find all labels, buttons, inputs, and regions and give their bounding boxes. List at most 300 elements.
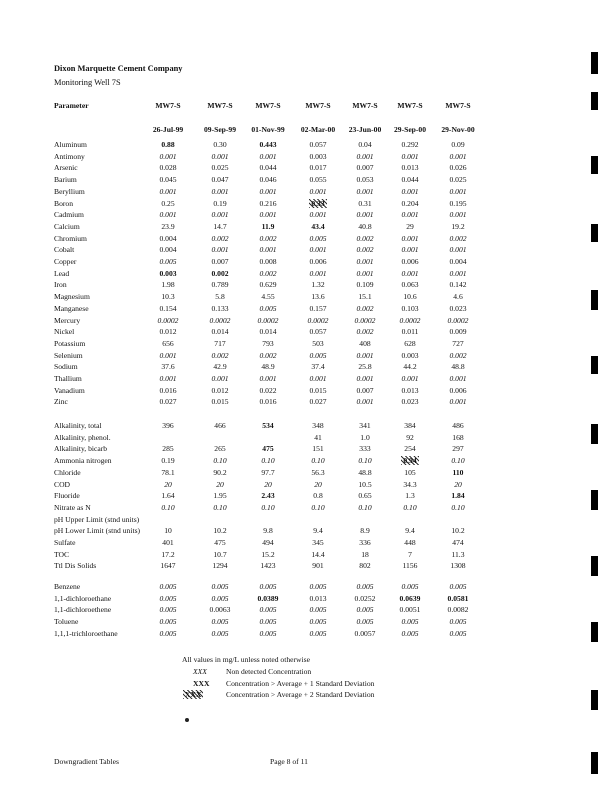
- table-cell: 0.002: [259, 268, 277, 278]
- table-cell: 0.0389: [257, 593, 279, 603]
- table-cell: 0.012: [211, 385, 229, 395]
- table-cell: 8.9: [360, 526, 370, 536]
- table-cell: 0.005: [401, 582, 419, 591]
- table-cell: 0.157: [309, 303, 327, 313]
- legend-note: All values in mg/L unless noted otherwise: [182, 655, 310, 664]
- table-cell: 265: [214, 444, 226, 454]
- table-cell: 5.8: [215, 292, 225, 302]
- table-cell: 1308: [450, 561, 466, 571]
- table-cell: 34.3: [403, 479, 417, 489]
- table-cell: 0.005: [356, 617, 374, 627]
- column-header-parameter: Parameter: [54, 101, 89, 110]
- table-cell: 0.001: [401, 151, 419, 161]
- table-cell: 20: [314, 479, 322, 489]
- table-cell: 11.9: [261, 221, 275, 231]
- parameter-name: Lead: [54, 268, 70, 278]
- table-cell: 0.001: [356, 186, 374, 196]
- table-cell: 43.4: [311, 221, 325, 231]
- legend-code-nondetect: XXX: [193, 667, 207, 676]
- table-cell: 0.005: [356, 605, 374, 615]
- table-cell: 0.195: [449, 198, 467, 208]
- table-cell: 0.047: [211, 175, 229, 185]
- scan-mark: [591, 224, 598, 242]
- table-cell: 0.005: [401, 628, 419, 638]
- parameter-name: Alkalinity, bicarb: [54, 444, 108, 454]
- table-cell: 0.10: [213, 502, 227, 512]
- table-cell: 0.002: [356, 245, 374, 255]
- table-cell: 0.001: [449, 268, 467, 278]
- table-cell: 20: [216, 479, 224, 489]
- legend-desc-2sd: Concentration > Average + 2 Standard Deviation: [226, 690, 375, 699]
- parameter-name: Cobalt: [54, 245, 75, 255]
- table-cell: 0.063: [401, 280, 419, 290]
- table-cell: 0.001: [259, 186, 277, 196]
- table-cell: 0.292: [401, 140, 419, 149]
- table-cell: 1.3: [405, 491, 415, 501]
- table-cell: 727: [452, 338, 464, 348]
- parameter-name: Nitrate as N: [54, 502, 91, 512]
- table-cell: 0.001: [356, 350, 374, 360]
- table-cell: 0.007: [356, 385, 374, 395]
- parameter-name: Benzene: [54, 582, 81, 591]
- table-cell: 41: [314, 432, 322, 442]
- table-cell: 48.8: [451, 362, 465, 372]
- table-cell: 13.6: [311, 292, 325, 302]
- parameter-name: Ammonia nitrogen: [54, 456, 112, 466]
- table-cell: 0.10: [161, 502, 175, 512]
- parameter-name: Iron: [54, 280, 67, 290]
- legend-desc-1sd: Concentration > Average + 1 Standard Deviation: [226, 679, 375, 688]
- parameter-name: pH Upper Limit (stnd units): [54, 514, 140, 524]
- table-cell: 0.001: [259, 374, 277, 383]
- table-cell: 151: [312, 444, 324, 454]
- table-cell: 0.001: [449, 374, 467, 383]
- table-cell: 656: [162, 338, 174, 348]
- parameter-name: Antimony: [54, 151, 85, 161]
- table-cell: 0.006: [449, 385, 467, 395]
- table-cell: 285: [162, 444, 174, 454]
- table-cell: 0.001: [211, 245, 229, 255]
- table-cell: 0.005: [309, 233, 327, 243]
- table-cell: 1.0: [360, 432, 370, 442]
- table-cell: 0.005: [159, 582, 177, 591]
- table-cell: 0.053: [356, 175, 374, 185]
- table-cell: 0.005: [159, 257, 177, 266]
- table-cell: 0.001: [211, 151, 229, 161]
- table-cell: 0.10: [451, 502, 465, 512]
- table-cell: 0.001: [259, 245, 277, 255]
- table-cell: 0.001: [449, 151, 467, 161]
- scan-mark: [591, 490, 598, 510]
- table-cell: 0.0082: [447, 605, 469, 615]
- table-cell: 0.006: [401, 257, 419, 266]
- parameter-name: Boron: [54, 198, 73, 208]
- table-cell: 0.001: [401, 245, 419, 255]
- table-cell: 254: [404, 444, 416, 454]
- table-cell: 333: [359, 444, 371, 454]
- table-cell: 20: [164, 479, 172, 489]
- table-cell: 0.0057: [354, 628, 376, 638]
- table-cell: 18: [361, 549, 369, 559]
- company-name: Dixon Marquette Cement Company: [54, 64, 183, 73]
- table-cell: 345: [312, 538, 324, 547]
- table-cell: 0.014: [259, 327, 277, 337]
- table-cell: [387, 456, 433, 465]
- table-cell: 534: [262, 421, 274, 430]
- table-cell: 0.003: [309, 151, 327, 161]
- parameter-name: TOC: [54, 549, 70, 559]
- parameter-name: Copper: [54, 257, 77, 266]
- table-cell: 0.016: [259, 397, 277, 407]
- parameter-name: 1,1-dichloroethene: [54, 605, 112, 615]
- table-cell: 0.002: [449, 233, 467, 243]
- table-cell: 0.005: [259, 303, 277, 313]
- stray-mark: [185, 718, 189, 722]
- parameter-name: Calcium: [54, 221, 80, 231]
- table-cell: 0.013: [401, 163, 419, 173]
- table-cell: 0.31: [358, 198, 372, 208]
- table-cell: 0.001: [309, 186, 327, 196]
- table-cell: 0.005: [449, 617, 467, 627]
- table-cell: 0.044: [259, 163, 277, 173]
- parameter-name: Sodium: [54, 362, 78, 372]
- table-cell: 0.045: [159, 175, 177, 185]
- table-cell: 0.005: [309, 617, 327, 627]
- table-cell: 0.005: [211, 628, 229, 638]
- table-cell: 0.009: [449, 327, 467, 337]
- table-cell: 17.2: [161, 549, 175, 559]
- table-cell: 474: [452, 538, 464, 547]
- table-cell: 0.013: [309, 593, 327, 603]
- table-cell: 15.2: [261, 549, 275, 559]
- table-cell: 0.005: [356, 582, 374, 591]
- parameter-name: Barium: [54, 175, 77, 185]
- table-cell: 90.2: [213, 467, 227, 477]
- parameter-name: Arsenic: [54, 163, 78, 173]
- parameter-name: Magnesium: [54, 292, 90, 302]
- scan-mark: [591, 556, 598, 576]
- table-cell: 466: [214, 421, 226, 430]
- table-cell: 0.109: [356, 280, 374, 290]
- table-cell: 0.001: [401, 186, 419, 196]
- table-cell: 475: [214, 538, 226, 547]
- table-cell: 0.001: [159, 350, 177, 360]
- table-cell: 0.25: [161, 198, 175, 208]
- table-cell: 10.3: [161, 292, 175, 302]
- table-cell: 0.154: [159, 303, 177, 313]
- table-cell: 0.002: [259, 350, 277, 360]
- table-cell: 0.001: [211, 374, 229, 383]
- column-header-well: MW7-S: [255, 101, 281, 110]
- table-cell: 0.004: [159, 245, 177, 255]
- column-header-date: 01-Nov-99: [251, 125, 285, 134]
- table-cell: 0.0581: [447, 593, 469, 603]
- table-cell: 0.443: [259, 140, 277, 149]
- table-cell: 0.0002: [399, 315, 421, 325]
- parameter-name: Manganese: [54, 303, 89, 313]
- table-cell: 0.001: [259, 151, 277, 161]
- table-cell: 0.10: [311, 456, 325, 466]
- table-cell: 401: [162, 538, 174, 547]
- parameter-name: Cadmium: [54, 210, 84, 220]
- parameter-name: Fluoride: [54, 491, 80, 501]
- table-cell: 40.8: [358, 221, 372, 231]
- table-cell: 4.6: [453, 292, 463, 302]
- scan-mark: [591, 356, 598, 374]
- table-cell: 494: [262, 538, 274, 547]
- column-header-well: MW7-S: [352, 101, 378, 110]
- parameter-name: Chloride: [54, 467, 81, 477]
- parameter-name: Selenium: [54, 350, 83, 360]
- table-cell: 0.10: [358, 502, 372, 512]
- table-cell: 1156: [402, 561, 418, 571]
- table-cell: 0.027: [159, 397, 177, 407]
- table-cell: 0.204: [401, 198, 419, 208]
- table-cell: 42.9: [213, 362, 227, 372]
- table-cell: 1294: [212, 561, 228, 571]
- table-cell: 0.001: [159, 186, 177, 196]
- table-cell: 0.10: [451, 456, 465, 466]
- table-cell: 10.7: [213, 549, 227, 559]
- column-header-date: 29-Nov-00: [441, 125, 475, 134]
- table-cell: 10.6: [403, 292, 417, 302]
- scan-mark: [591, 290, 598, 310]
- table-cell: 97.7: [261, 467, 275, 477]
- table-cell: 0.057: [309, 327, 327, 337]
- table-cell: 0.001: [449, 397, 467, 407]
- table-cell: 0.055: [309, 175, 327, 185]
- column-header-date: 02-Mar-00: [300, 125, 336, 134]
- table-cell: 0.04: [358, 140, 372, 149]
- table-cell: 0.025: [211, 163, 229, 173]
- parameter-name: 1,1,1-trichloroethane: [54, 628, 118, 638]
- table-cell: 0.001: [259, 210, 277, 220]
- table-cell: 0.013: [401, 385, 419, 395]
- parameter-name: Ttl Dis Solids: [54, 561, 97, 571]
- table-cell: 0.005: [259, 628, 277, 638]
- table-cell: 0.025: [449, 175, 467, 185]
- table-cell: 7: [408, 549, 412, 559]
- table-cell: 19.2: [451, 221, 465, 231]
- table-cell: 0.011: [401, 327, 419, 337]
- scan-mark: [591, 52, 598, 74]
- table-cell: 0.10: [261, 502, 275, 512]
- table-cell: 0.023: [449, 303, 467, 313]
- table-cell: 0.19: [213, 198, 227, 208]
- table-cell: 0.001: [211, 210, 229, 220]
- table-cell: 0.0002: [354, 315, 376, 325]
- table-cell: 0.002: [259, 233, 277, 243]
- hatched-value: 0.94: [403, 456, 417, 466]
- table-cell: 1647: [160, 561, 176, 571]
- table-cell: 0.002: [211, 350, 229, 360]
- table-cell: 0.0639: [399, 593, 421, 603]
- table-cell: 25.8: [358, 362, 372, 372]
- table-cell: 0.629: [259, 280, 277, 290]
- table-cell: 0.057: [309, 140, 327, 149]
- table-cell: 48.9: [261, 362, 275, 372]
- table-cell: 336: [359, 538, 371, 547]
- table-cell: 1423: [260, 561, 276, 571]
- table-cell: 0.0252: [354, 593, 376, 603]
- scan-mark: [591, 92, 598, 110]
- table-cell: 408: [359, 338, 371, 348]
- table-cell: 0.0051: [399, 605, 421, 615]
- table-cell: 0.015: [309, 385, 327, 395]
- parameter-name: Potassium: [54, 338, 86, 348]
- table-cell: 0.001: [159, 151, 177, 161]
- table-cell: 802: [359, 561, 371, 571]
- hatched-value: 0.33: [311, 198, 325, 208]
- parameter-name: Nickel: [54, 327, 75, 337]
- table-cell: 475: [262, 444, 274, 454]
- table-cell: 11.3: [451, 549, 465, 559]
- scan-mark: [591, 690, 598, 710]
- table-cell: 0.027: [309, 397, 327, 407]
- parameter-name: Aluminum: [54, 140, 87, 149]
- table-cell: 0.10: [311, 502, 325, 512]
- table-cell: 0.0002: [209, 315, 231, 325]
- table-cell: 0.005: [309, 628, 327, 638]
- table-cell: 0.005: [309, 582, 327, 591]
- table-cell: 0.103: [401, 303, 419, 313]
- table-cell: 0.026: [449, 163, 467, 173]
- table-cell: 0.023: [401, 397, 419, 407]
- table-cell: 0.133: [211, 303, 229, 313]
- table-cell: 0.0063: [209, 605, 231, 615]
- table-cell: 9.4: [405, 526, 415, 536]
- table-cell: 1.32: [311, 280, 325, 290]
- table-cell: 0.005: [259, 617, 277, 627]
- legend-code-2sd: XXX: [185, 690, 202, 699]
- parameter-name: Sulfate: [54, 538, 76, 547]
- table-cell: 0.005: [449, 582, 467, 591]
- table-cell: 0.19: [161, 456, 175, 466]
- table-cell: 10.2: [213, 526, 227, 536]
- table-cell: 0.002: [356, 303, 374, 313]
- table-cell: 23.9: [161, 221, 175, 231]
- table-cell: 1.98: [161, 280, 175, 290]
- table-cell: 0.001: [309, 374, 327, 383]
- table-cell: 717: [214, 338, 226, 348]
- table-cell: 0.006: [309, 257, 327, 266]
- table-cell: 486: [452, 421, 464, 430]
- table-cell: 4.55: [261, 292, 275, 302]
- table-cell: 10.2: [451, 526, 465, 536]
- parameter-name: Chromium: [54, 233, 87, 243]
- table-cell: 0.002: [211, 268, 229, 278]
- table-cell: 0.005: [259, 582, 277, 591]
- table-cell: 1.95: [213, 491, 227, 501]
- table-cell: 0.005: [309, 350, 327, 360]
- table-cell: 14.7: [213, 221, 227, 231]
- table-cell: 297: [452, 444, 464, 454]
- column-header-well: MW7-S: [155, 101, 181, 110]
- table-cell: 0.0002: [157, 315, 179, 325]
- table-cell: 10.5: [358, 479, 372, 489]
- table-cell: 0.216: [259, 198, 277, 208]
- table-cell: 0.001: [356, 397, 374, 407]
- table-cell: 448: [404, 538, 416, 547]
- table-cell: 0.30: [213, 140, 227, 149]
- column-header-date: 29-Sep-00: [393, 125, 427, 134]
- table-cell: 0.002: [449, 350, 467, 360]
- table-cell: 20: [454, 479, 462, 489]
- table-cell: 0.001: [211, 186, 229, 196]
- table-cell: 0.003: [159, 268, 177, 278]
- table-cell: 37.4: [311, 362, 325, 372]
- parameter-name: Vanadium: [54, 385, 85, 395]
- table-cell: 0.005: [211, 593, 229, 603]
- table-cell: 56.3: [311, 467, 325, 477]
- parameter-name: COD: [54, 479, 71, 489]
- table-cell: 44.2: [403, 362, 417, 372]
- table-cell: 0.002: [211, 233, 229, 243]
- legend-code-1sd: XXX: [193, 679, 210, 688]
- parameter-name: Thallium: [54, 374, 82, 383]
- table-cell: 110: [452, 467, 464, 477]
- column-header-well: MW7-S: [445, 101, 471, 110]
- scan-mark: [591, 424, 598, 444]
- table-cell: 0.005: [159, 628, 177, 638]
- table-cell: 0.016: [159, 385, 177, 395]
- table-cell: 0.001: [356, 151, 374, 161]
- table-cell: 0.004: [449, 257, 467, 266]
- table-cell: 0.005: [449, 628, 467, 638]
- table-cell: 0.88: [161, 140, 175, 149]
- table-cell: 384: [404, 421, 416, 430]
- table-cell: 0.005: [259, 605, 277, 615]
- table-cell: 0.001: [401, 233, 419, 243]
- table-cell: 628: [404, 338, 416, 348]
- table-cell: 0.001: [356, 210, 374, 220]
- well-subtitle: Monitoring Well 7S: [54, 78, 121, 87]
- table-cell: 0.8: [313, 491, 323, 501]
- column-header-well: MW7-S: [397, 101, 423, 110]
- table-cell: 0.017: [309, 163, 327, 173]
- scan-mark: [591, 622, 598, 642]
- table-cell: 15.1: [358, 292, 372, 302]
- table-cell: 0.012: [159, 327, 177, 337]
- table-cell: 0.028: [159, 163, 177, 173]
- table-cell: 0.10: [261, 456, 275, 466]
- scan-mark: [591, 752, 598, 774]
- table-cell: 0.001: [356, 257, 374, 266]
- column-header-date: 09-Sep-99: [203, 125, 237, 134]
- table-cell: 901: [312, 561, 324, 571]
- table-cell: 0.001: [159, 210, 177, 220]
- column-header-date: 23-Jun-00: [348, 125, 382, 134]
- table-cell: 0.0002: [257, 315, 279, 325]
- table-cell: 0.001: [449, 210, 467, 220]
- table-cell: 0.001: [356, 374, 374, 383]
- table-cell: 0.005: [211, 617, 229, 627]
- table-cell: 0.001: [401, 210, 419, 220]
- column-header-well: MW7-S: [305, 101, 331, 110]
- legend-desc-nondetect: Non detected Concentration: [226, 667, 312, 676]
- table-cell: 0.142: [449, 280, 467, 290]
- table-cell: 0.008: [259, 257, 277, 266]
- table-cell: 0.044: [401, 175, 419, 185]
- parameter-name: Toluene: [54, 617, 79, 627]
- table-cell: 503: [312, 338, 324, 348]
- table-cell: 341: [359, 421, 371, 430]
- table-cell: 0.005: [309, 605, 327, 615]
- table-cell: 0.046: [259, 175, 277, 185]
- table-cell: 20: [264, 479, 272, 489]
- table-cell: 0.007: [211, 257, 229, 266]
- column-header-date: 26-Jul-99: [152, 125, 184, 134]
